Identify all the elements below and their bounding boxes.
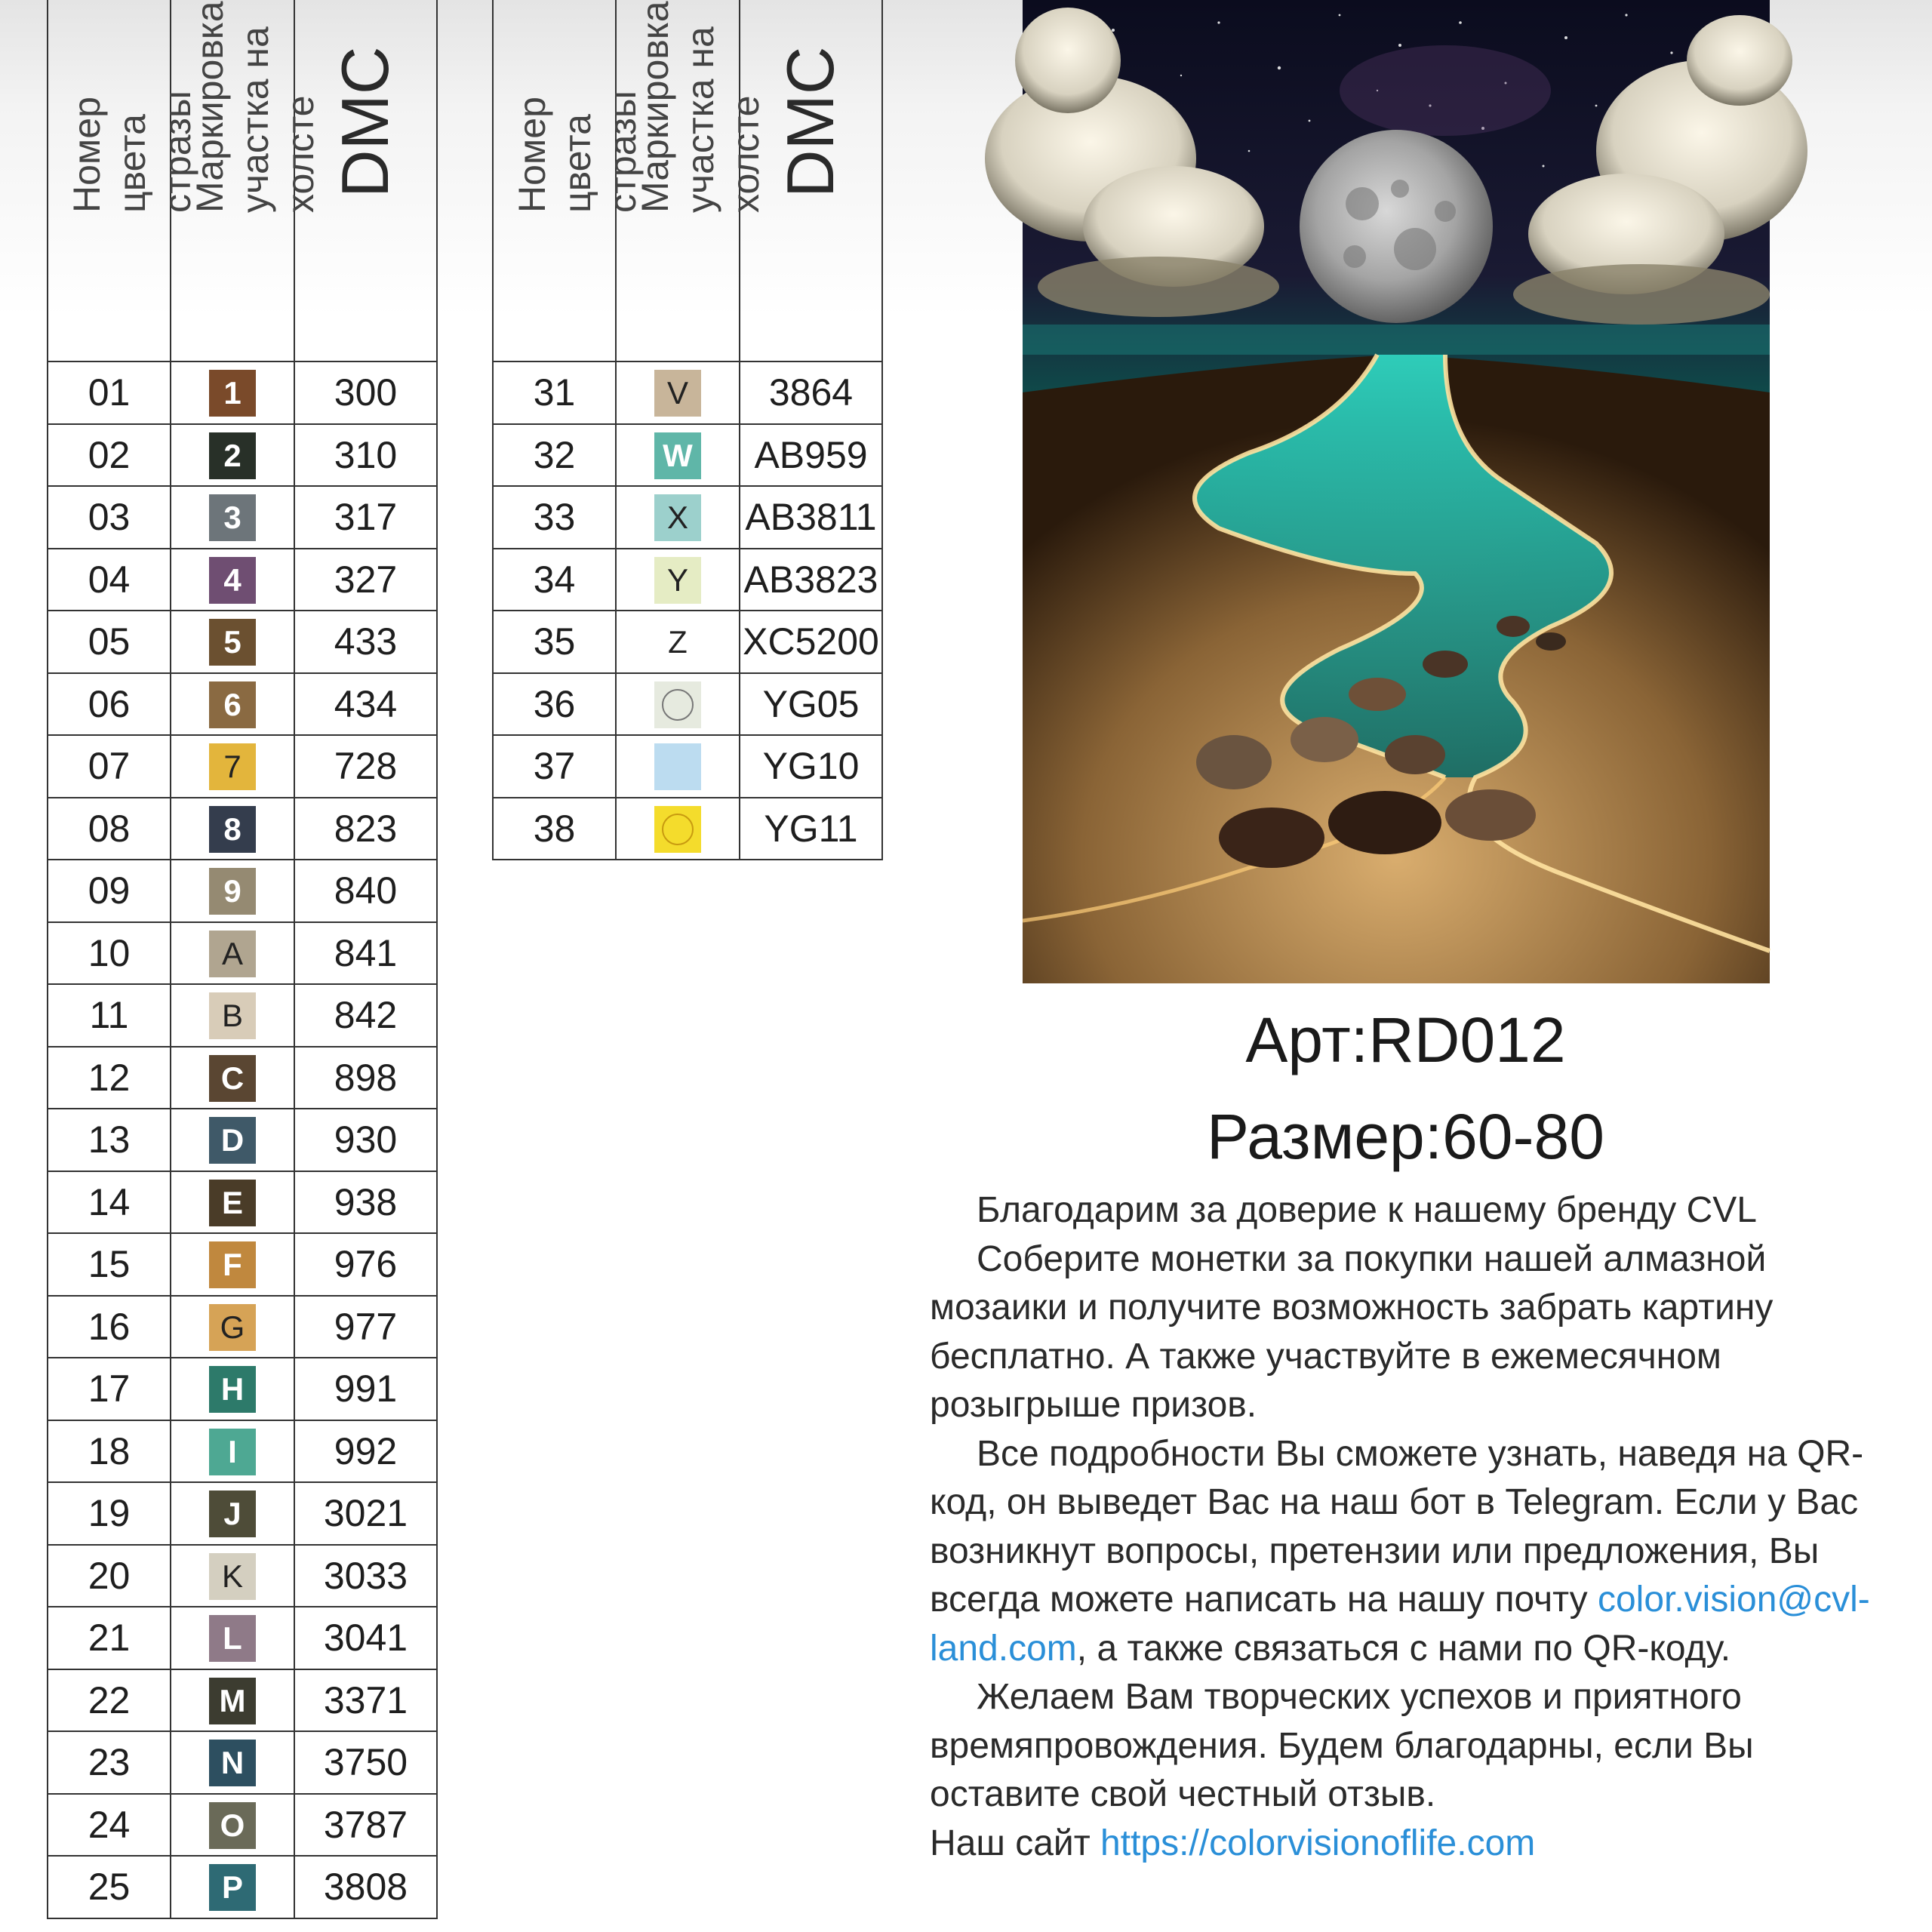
color-swatch: N xyxy=(209,1740,256,1786)
color-number-cell: 33 xyxy=(493,486,616,549)
color-swatch: 9 xyxy=(209,868,256,915)
table-row xyxy=(48,486,437,549)
color-swatch: 7 xyxy=(209,743,256,790)
circle-symbol-icon xyxy=(662,689,694,721)
color-number-cell: 11 xyxy=(48,984,171,1047)
dmc-code-cell: 3864 xyxy=(740,361,882,424)
marking-cell xyxy=(171,1482,294,1545)
color-number-cell: 22 xyxy=(48,1669,171,1732)
color-swatch: F xyxy=(209,1241,256,1288)
table-row xyxy=(48,922,437,985)
marking-cell xyxy=(616,424,740,487)
dmc-code-cell: 310 xyxy=(294,424,437,487)
table-row xyxy=(48,673,437,736)
color-number-cell: 35 xyxy=(493,611,616,673)
dmc-code-cell: 823 xyxy=(294,798,437,860)
color-swatch: 1 xyxy=(209,370,256,417)
header-color-number xyxy=(493,0,644,361)
dmc-code-cell: 842 xyxy=(294,984,437,1047)
details-paragraph xyxy=(930,1430,1911,1674)
table-header-row xyxy=(48,0,437,361)
dmc-code-cell: 3021 xyxy=(294,1482,437,1545)
marking-cell xyxy=(171,1171,294,1234)
marking-cell xyxy=(171,860,294,922)
dmc-code-cell: 938 xyxy=(294,1171,437,1234)
color-swatch xyxy=(654,681,701,728)
table-row xyxy=(48,424,437,487)
color-number-cell: 04 xyxy=(48,549,171,611)
color-number-cell: 10 xyxy=(48,922,171,985)
table-row xyxy=(493,673,882,736)
marking-cell xyxy=(616,673,740,736)
color-number-cell: 20 xyxy=(48,1545,171,1607)
dmc-code-cell: 3033 xyxy=(294,1545,437,1607)
color-swatch: W xyxy=(654,432,701,479)
info-text xyxy=(930,1186,1911,1868)
article-number: Арт:RD012 xyxy=(1245,1004,1566,1075)
table-row xyxy=(48,361,437,424)
dmc-code-cell: XC5200 xyxy=(740,611,882,673)
color-table-left xyxy=(47,0,438,1919)
dmc-code-cell: 898 xyxy=(294,1047,437,1109)
marking-cell xyxy=(171,1420,294,1483)
table-row xyxy=(48,1607,437,1669)
dmc-code-cell: 930 xyxy=(294,1109,437,1171)
marking-cell xyxy=(616,549,740,611)
color-number-cell: 37 xyxy=(493,735,616,798)
table-row xyxy=(493,424,882,487)
color-swatch xyxy=(654,743,701,790)
dmc-code-cell: 840 xyxy=(294,860,437,922)
color-number-cell: 34 xyxy=(493,549,616,611)
table-row xyxy=(48,1545,437,1607)
color-number-cell: 07 xyxy=(48,735,171,798)
color-swatch: B xyxy=(209,992,256,1039)
marking-cell xyxy=(171,1856,294,1918)
table-row xyxy=(48,1482,437,1545)
dmc-code-cell: 3787 xyxy=(294,1794,437,1857)
color-swatch: 5 xyxy=(209,619,256,666)
color-swatch: P xyxy=(209,1864,256,1911)
color-number-cell: 31 xyxy=(493,361,616,424)
color-swatch: K xyxy=(209,1553,256,1600)
dmc-code-cell: 977 xyxy=(294,1296,437,1358)
table-body-left xyxy=(48,361,437,1918)
dmc-code-cell: 317 xyxy=(294,486,437,549)
dmc-code-cell: 841 xyxy=(294,922,437,985)
color-swatch: M xyxy=(209,1678,256,1724)
table-row xyxy=(48,1794,437,1857)
table-row xyxy=(48,1109,437,1171)
header-canvas-marking-text: Маркировка участка на холсте xyxy=(189,1,321,213)
color-swatch: C xyxy=(209,1055,256,1102)
marking-cell xyxy=(616,611,740,673)
header-dmc-text: DMC xyxy=(772,46,848,198)
site-paragraph xyxy=(930,1820,1911,1869)
table-row xyxy=(48,1731,437,1794)
marking-cell xyxy=(171,424,294,487)
color-number-cell: 19 xyxy=(48,1482,171,1545)
color-swatch: H xyxy=(209,1366,256,1413)
header-dmc-text: DMC xyxy=(327,46,402,198)
email-link[interactable]: color.vision@cvl-land.com xyxy=(930,1580,1870,1669)
coins-paragraph: Соберите монетки за покупки нашей алмазной мозаики и получите возможность забрать картину бесплатно. А также участвуйте в ежемесячном розыгрыше призов. xyxy=(930,1238,1774,1425)
dmc-code-cell: YG05 xyxy=(740,673,882,736)
table-row xyxy=(48,1856,437,1918)
dmc-code-cell: 433 xyxy=(294,611,437,673)
site-label: Наш сайт xyxy=(930,1823,1101,1863)
color-number-cell: 09 xyxy=(48,860,171,922)
header-canvas-marking xyxy=(171,0,321,361)
marking-cell xyxy=(616,798,740,860)
marking-cell xyxy=(171,735,294,798)
color-swatch: G xyxy=(209,1304,256,1351)
color-swatch: V xyxy=(654,370,701,417)
color-swatch: 6 xyxy=(209,681,256,728)
color-swatch: Z xyxy=(654,619,701,666)
table-row xyxy=(493,798,882,860)
thanks-paragraph: Благодарим за доверие к нашему бренду CVL xyxy=(977,1190,1757,1230)
table-row xyxy=(493,361,882,424)
color-number-cell: 16 xyxy=(48,1296,171,1358)
color-number-cell: 05 xyxy=(48,611,171,673)
table-row xyxy=(48,798,437,860)
marking-cell xyxy=(171,922,294,985)
header-color-number xyxy=(48,0,198,361)
color-number-cell: 24 xyxy=(48,1794,171,1857)
details-text-end: , а также связаться с нами по QR-коду. xyxy=(1076,1628,1731,1669)
table-row xyxy=(48,1296,437,1358)
table-row xyxy=(493,486,882,549)
canvas-size: Размер:60-80 xyxy=(1207,1101,1604,1172)
dmc-code-cell: 728 xyxy=(294,735,437,798)
marking-cell xyxy=(171,1607,294,1669)
horizon xyxy=(1023,325,1770,355)
color-number-cell: 13 xyxy=(48,1109,171,1171)
table-row xyxy=(48,1420,437,1483)
color-swatch: I xyxy=(209,1429,256,1475)
moonlit-beach-illustration xyxy=(1023,0,1770,983)
table-row xyxy=(48,1233,437,1296)
marking-cell xyxy=(171,1669,294,1732)
table-row xyxy=(48,984,437,1047)
color-number-cell: 15 xyxy=(48,1233,171,1296)
marking-cell xyxy=(171,984,294,1047)
color-number-cell: 18 xyxy=(48,1420,171,1483)
artwork-image xyxy=(1023,0,1770,983)
dmc-code-cell: 3808 xyxy=(294,1856,437,1918)
color-number-cell: 21 xyxy=(48,1607,171,1669)
color-swatch: X xyxy=(654,494,701,541)
color-number-cell: 36 xyxy=(493,673,616,736)
dmc-code-cell: 3750 xyxy=(294,1731,437,1794)
color-swatch: 3 xyxy=(209,494,256,541)
table-row xyxy=(48,549,437,611)
marking-cell xyxy=(171,549,294,611)
color-swatch: L xyxy=(209,1615,256,1662)
header-dmc xyxy=(294,0,437,361)
color-number-cell: 38 xyxy=(493,798,616,860)
dmc-code-cell: YG11 xyxy=(740,798,882,860)
table-row xyxy=(48,1358,437,1420)
details-text: Все подробности Вы сможете узнать, наведя на QR-код, он выведет Вас на наш бот в Telegram. Если у Вас возникнут вопросы, претензии или предложения, Вы всегда можете написать на нашу почту xyxy=(930,1433,1864,1620)
color-swatch: O xyxy=(209,1802,256,1849)
table-header-row xyxy=(493,0,882,361)
color-number-cell: 23 xyxy=(48,1731,171,1794)
dmc-code-cell: 434 xyxy=(294,673,437,736)
color-number-cell: 12 xyxy=(48,1047,171,1109)
marking-cell xyxy=(616,486,740,549)
dmc-code-cell: AB3811 xyxy=(740,486,882,549)
dmc-code-cell: 300 xyxy=(294,361,437,424)
marking-cell xyxy=(171,1794,294,1857)
color-swatch: A xyxy=(209,931,256,977)
color-swatch: D xyxy=(209,1117,256,1164)
marking-cell xyxy=(171,1545,294,1607)
color-number-cell: 01 xyxy=(48,361,171,424)
color-number-cell: 08 xyxy=(48,798,171,860)
color-number-cell: 06 xyxy=(48,673,171,736)
color-number-cell: 25 xyxy=(48,1856,171,1918)
dmc-code-cell: 976 xyxy=(294,1233,437,1296)
color-number-cell: 14 xyxy=(48,1171,171,1234)
header-color-number-text: Номер цвета стразы xyxy=(65,91,198,213)
table-row xyxy=(48,735,437,798)
marking-cell xyxy=(171,1296,294,1358)
color-swatch: E xyxy=(209,1180,256,1226)
dmc-code-cell: AB959 xyxy=(740,424,882,487)
color-swatch xyxy=(654,806,701,853)
circle-symbol-icon xyxy=(662,814,694,845)
marking-cell xyxy=(171,1731,294,1794)
table-row xyxy=(48,611,437,673)
dmc-code-cell: 3371 xyxy=(294,1669,437,1732)
header-canvas-marking-text: Маркировка участка на холсте xyxy=(634,1,767,213)
marking-cell xyxy=(171,673,294,736)
marking-cell xyxy=(616,361,740,424)
marking-cell xyxy=(171,361,294,424)
color-swatch: Y xyxy=(654,557,701,604)
color-number-cell: 02 xyxy=(48,424,171,487)
marking-cell xyxy=(171,1358,294,1420)
site-link[interactable]: https://colorvisionoflife.com xyxy=(1100,1823,1536,1863)
table-row xyxy=(48,1171,437,1234)
marking-cell xyxy=(171,798,294,860)
color-table-right xyxy=(492,0,883,860)
color-swatch: 2 xyxy=(209,432,256,479)
moon xyxy=(1300,130,1493,323)
dmc-code-cell: 3041 xyxy=(294,1607,437,1669)
marking-cell xyxy=(171,611,294,673)
color-swatch: 8 xyxy=(209,806,256,853)
color-swatch: 4 xyxy=(209,557,256,604)
table-row xyxy=(493,735,882,798)
header-color-number-text: Номер цвета стразы xyxy=(510,91,644,213)
marking-cell xyxy=(171,1233,294,1296)
marking-cell xyxy=(171,486,294,549)
marking-cell xyxy=(171,1047,294,1109)
marking-cell xyxy=(616,735,740,798)
color-number-cell: 32 xyxy=(493,424,616,487)
dmc-code-cell: AB3823 xyxy=(740,549,882,611)
color-number-cell: 03 xyxy=(48,486,171,549)
header-dmc xyxy=(740,0,882,361)
table-row xyxy=(48,1047,437,1109)
table-row xyxy=(493,549,882,611)
milky-way xyxy=(1340,45,1551,136)
table-row xyxy=(493,611,882,673)
dmc-code-cell: 992 xyxy=(294,1420,437,1483)
header-canvas-marking xyxy=(616,0,767,361)
table-body-right xyxy=(493,361,882,860)
dmc-code-cell: YG10 xyxy=(740,735,882,798)
wishes-paragraph: Желаем Вам творческих успехов и приятного времяпровождения. Будем благодарны, если Вы оставите свой честный отзыв. xyxy=(930,1677,1754,1814)
color-number-cell: 17 xyxy=(48,1358,171,1420)
table-row xyxy=(48,860,437,922)
marking-cell xyxy=(171,1109,294,1171)
dmc-code-cell: 991 xyxy=(294,1358,437,1420)
table-row xyxy=(48,1669,437,1732)
dmc-code-cell: 327 xyxy=(294,549,437,611)
color-swatch: J xyxy=(209,1491,256,1537)
